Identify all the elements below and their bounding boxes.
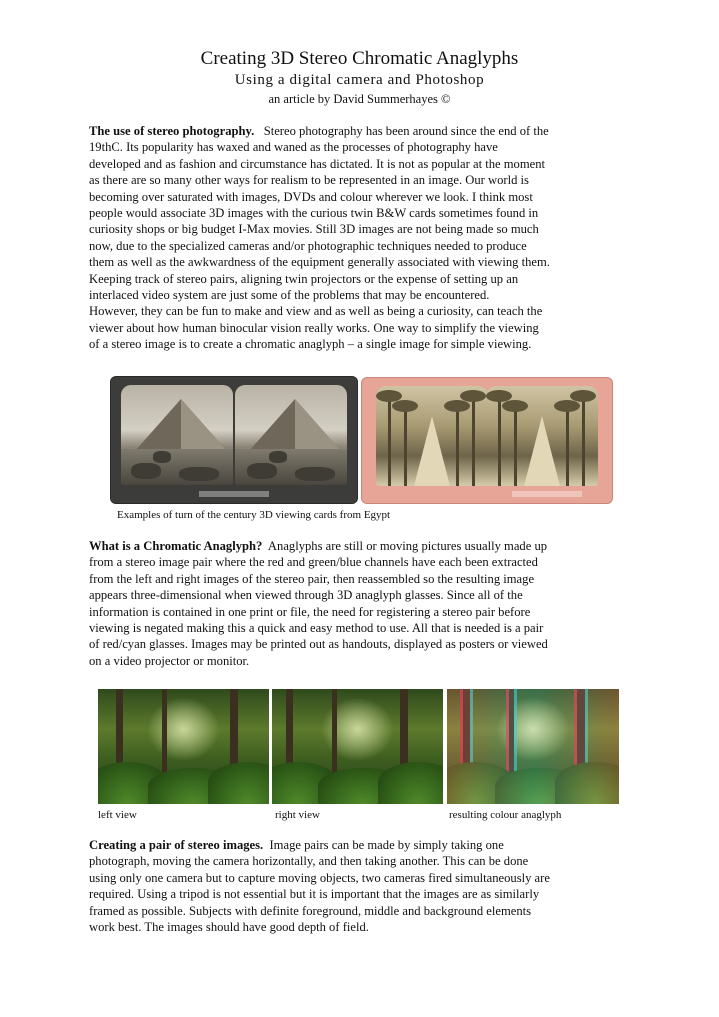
paragraph-line: of red/cyan glasses. Images may be printed out as handouts, displayed as posters or viewed xyxy=(89,637,548,652)
paragraph-creating-stereo-pair xyxy=(89,837,625,935)
paragraph-line: However, they can be fun to make and view and as well as being a curiosity, can teach the xyxy=(89,304,543,319)
figure-caption: Examples of turn of the century 3D viewing cards from Egypt xyxy=(117,509,391,521)
author-byline: an article by David Summerhayes © xyxy=(268,92,451,106)
paragraph-line: What is a Chromatic Anaglyph? Anaglyphs are still or moving pictures usually made up xyxy=(89,539,548,553)
paragraph-line: as there are so many other ways for realism to be represented in an image. Our world is xyxy=(89,173,529,188)
left-view-caption: left view xyxy=(98,809,137,821)
paragraph-line: 19thC. Its popularity has waxed and waned as the processes of photography have xyxy=(89,140,498,155)
palms-right-view xyxy=(486,386,598,486)
paragraph-line: from a stereo image pair where the red and green/blue channels have each been extracted xyxy=(89,555,538,570)
paragraph-stereo-photography xyxy=(89,123,625,353)
section-heading: Creating a pair of stereo images. xyxy=(89,838,264,852)
pyramid-right-view xyxy=(235,385,347,485)
section-heading: What is a Chromatic Anaglyph? xyxy=(89,539,263,553)
paragraph-line: on a video projector or monitor. xyxy=(89,653,250,668)
paragraph-line: using only one camera but to capture moving objects, two cameras fired simultaneously are xyxy=(89,870,550,885)
paragraph-line: The use of stereo photography. Stereo photography has been around since the end of the xyxy=(89,124,549,138)
paragraph-line: from the left and right images of the stereo pair, then reassembled so the resulting image xyxy=(89,571,535,586)
stereo-card-pyramids xyxy=(110,376,358,504)
paragraph-line: framed as possible. Subjects with definite foreground, middle and background elements xyxy=(89,903,532,918)
paragraph-line: information is contained in one print or file, the need for registering a stereo pair before xyxy=(89,604,531,619)
paragraph-line: of a stereo image is to create a chromatic anaglyph – a single image for simple viewing. xyxy=(89,337,532,352)
pyramid-left-view xyxy=(121,385,233,485)
palms-left-view xyxy=(376,386,488,486)
paragraph-line: curiosity shops or big budget I-Max movies. Still 3D images are not being made so much xyxy=(89,222,539,237)
document-title: Creating 3D Stereo Chromatic Anaglyphs xyxy=(200,48,519,69)
paragraph-line: them as well as the awkwardness of the equipment generally associated with viewing them. xyxy=(89,255,550,270)
paragraph-line: Keeping track of stereo pairs, aligning twin projectors or the expense of setting up an xyxy=(89,271,519,286)
paragraph-line: work best. The images should have good depth of field. xyxy=(89,920,369,935)
paragraph-line: viewer about how human binocular vision really works. One way to simplify the viewing xyxy=(89,320,539,335)
document-subtitle: Using a digital camera and Photoshop xyxy=(234,72,485,88)
paragraph-line: people would associate 3D images with the curious twin B&W cards sometimes found in xyxy=(89,206,539,221)
section-heading: The use of stereo photography. xyxy=(89,124,255,138)
anaglyph-caption: resulting colour anaglyph xyxy=(449,809,562,821)
right-view-caption: right view xyxy=(275,809,320,821)
stereo-card-palm-avenue xyxy=(361,377,613,504)
paragraph-line: developed and as fashion and circumstance has dictated. It is not as popular at the moment xyxy=(89,156,546,171)
paragraph-chromatic-anaglyph xyxy=(89,538,625,669)
paragraph-line: appears three-dimensional when viewed through 3D anaglyph glasses. Since all of the xyxy=(89,588,523,603)
paragraph-line: viewing is negated making this a quick and easy method to use. All that is needed is a pair xyxy=(89,621,544,636)
forest-right-view-photo xyxy=(272,689,443,804)
paragraph-line: becoming over saturated with images, DVDs and colour wherever we look. I think most xyxy=(89,189,533,204)
forest-anaglyph-photo xyxy=(447,689,619,804)
paragraph-line: photograph, moving the camera horizontally, and then taking another. This can be done xyxy=(89,854,529,869)
paragraph-line: required. Using a tripod is not essential but it is important that the images are as similarly xyxy=(89,887,540,902)
paragraph-line: Creating a pair of stereo images. Image pairs can be made by simply taking one xyxy=(89,838,504,852)
paragraph-line: interlaced video system are just some of the problems that may be encountered. xyxy=(89,288,490,303)
paragraph-line: now, due to the specialized cameras and/or photographic techniques needed to produce xyxy=(89,238,527,253)
forest-left-view-photo xyxy=(98,689,269,804)
